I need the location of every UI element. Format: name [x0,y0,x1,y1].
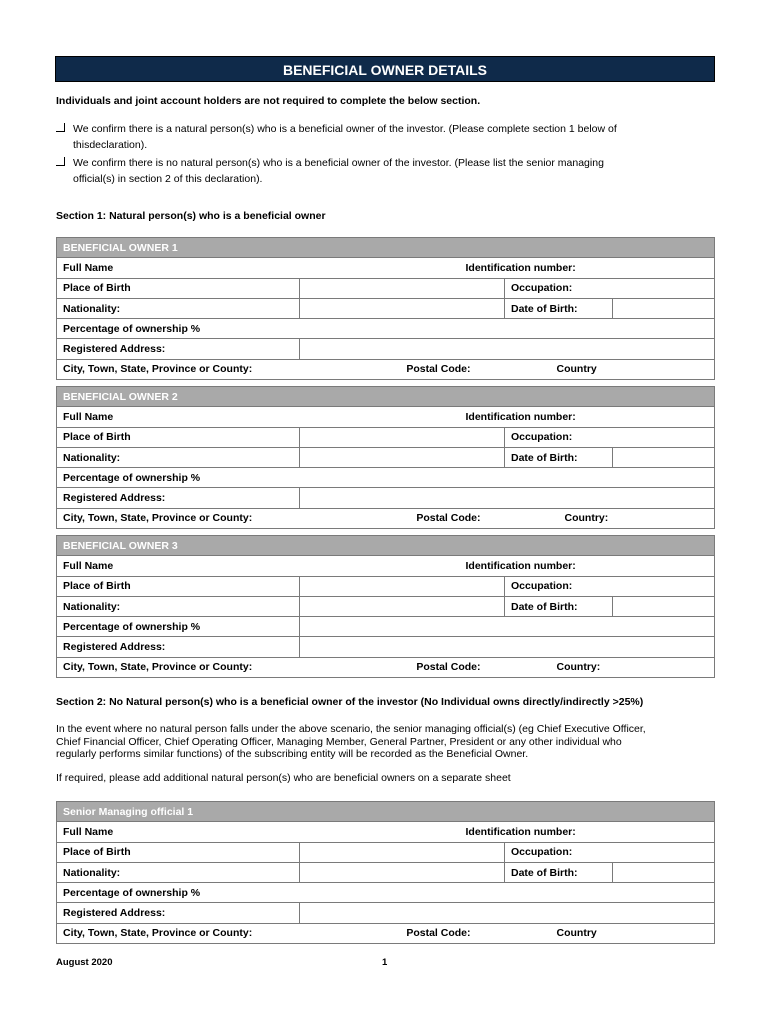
dob-label: Date of Birth: [505,596,613,616]
full-name-label: Full Name [57,407,410,427]
checkbox-1-text-line2: thisdeclaration). [73,139,148,151]
senior-managing-official-table [56,801,715,944]
place-of-birth-field[interactable] [300,576,505,596]
owner-3-header: BENEFICIAL OWNER 3 [57,536,715,556]
occupation-label: Occupation: [505,278,715,298]
full-name-label: Full Name [57,258,410,278]
occupation-label: Occupation: [505,576,715,596]
nationality-field[interactable] [300,862,505,882]
section-2-heading: Section 2: No Natural person(s) who is a beneficial owner of the investor (No Individual owns directly/indirectly >25%) [56,696,644,708]
percentage-label: Percentage of ownership % [57,468,715,488]
place-of-birth-field[interactable] [300,427,505,447]
country-label: Country [505,923,715,943]
checkbox-icon[interactable] [56,123,65,132]
city-label: City, Town, State, Province or County: [57,923,300,943]
address-field[interactable] [300,488,715,508]
beneficial-owner-2-table [56,386,715,529]
postal-code-label: Postal Code: [300,657,505,677]
country-label: Country: [505,657,715,677]
dob-label: Date of Birth: [505,447,613,467]
checkbox-2-text-line2: official(s) in section 2 of this declaration). [73,173,263,185]
percentage-field[interactable] [300,617,715,637]
address-field[interactable] [300,637,715,657]
nationality-field[interactable] [300,298,505,318]
footer-date: August 2020 [56,957,113,968]
id-number-label: Identification number: [410,407,715,427]
percentage-label: Percentage of ownership % [57,617,300,637]
beneficial-owner-3-table [56,535,715,678]
address-label: Registered Address: [57,637,300,657]
page-title: BENEFICIAL OWNER DETAILS [55,56,715,82]
nationality-label: Nationality: [57,298,300,318]
owner-1-header: BENEFICIAL OWNER 1 [57,238,715,258]
additional-note: If required, please add additional natural person(s) who are beneficial owners on a separate sheet [56,772,511,784]
place-of-birth-field[interactable] [300,278,505,298]
postal-code-label: Postal Code: [300,359,505,379]
place-of-birth-label: Place of Birth [57,576,300,596]
city-label: City, Town, State, Province or County: [57,359,300,379]
nationality-label: Nationality: [57,447,300,467]
place-of-birth-label: Place of Birth [57,842,300,862]
id-number-label: Identification number: [410,258,715,278]
dob-field[interactable] [613,447,715,467]
full-name-label: Full Name [57,556,410,576]
address-label: Registered Address: [57,339,300,359]
country-label: Country [505,359,715,379]
section-1-heading: Section 1: Natural person(s) who is a beneficial owner [56,210,326,222]
checkbox-1-text-line1: We confirm there is a natural person(s) who is a beneficial owner of the investor. (Please complete section 1 below of [73,123,617,135]
dob-field[interactable] [613,596,715,616]
percentage-label: Percentage of ownership % [57,883,715,903]
checkbox-option-2[interactable] [56,155,604,171]
senior-header: Senior Managing official 1 [57,802,715,822]
paragraph-line: Chief Financial Officer, Chief Operating Officer, Managing Member, General Partner, President or any other individual who [56,735,622,748]
city-label: City, Town, State, Province or County: [57,508,300,528]
address-field[interactable] [300,339,715,359]
nationality-field[interactable] [300,596,505,616]
page-number: 1 [382,957,388,968]
place-of-birth-field[interactable] [300,842,505,862]
country-label: Country: [505,508,715,528]
place-of-birth-label: Place of Birth [57,427,300,447]
paragraph-line: In the event where no natural person falls under the above scenario, the senior managing official(s) (eg Chief Executive Officer, [56,723,646,735]
percentage-label: Percentage of ownership % [57,319,715,339]
owner-2-header: BENEFICIAL OWNER 2 [57,387,715,407]
place-of-birth-label: Place of Birth [57,278,300,298]
address-label: Registered Address: [57,488,300,508]
id-number-label: Identification number: [410,822,715,842]
nationality-label: Nationality: [57,596,300,616]
full-name-label: Full Name [57,822,410,842]
nationality-label: Nationality: [57,862,300,882]
instruction-note: Individuals and joint account holders are not required to complete the below section. [56,95,481,107]
address-label: Registered Address: [57,903,300,923]
section-2-paragraph [56,723,646,761]
dob-label: Date of Birth: [505,862,613,882]
postal-code-label: Postal Code: [300,923,505,943]
postal-code-label: Postal Code: [300,508,505,528]
nationality-field[interactable] [300,447,505,467]
dob-field[interactable] [613,298,715,318]
dob-field[interactable] [613,862,715,882]
checkbox-icon[interactable] [56,157,65,166]
dob-label: Date of Birth: [505,298,613,318]
beneficial-owner-1-table [56,237,715,380]
paragraph-line: regularly performs similar functions) of the subscribing entity will be recorded as the Beneficial Owner. [56,748,529,760]
occupation-label: Occupation: [505,842,715,862]
checkbox-option-1[interactable] [56,121,617,137]
occupation-label: Occupation: [505,427,715,447]
city-label: City, Town, State, Province or County: [57,657,300,677]
id-number-label: Identification number: [410,556,715,576]
address-field[interactable] [300,903,715,923]
checkbox-2-text-line1: We confirm there is no natural person(s) who is a beneficial owner of the investor. (Please list the senior managing [73,157,604,169]
